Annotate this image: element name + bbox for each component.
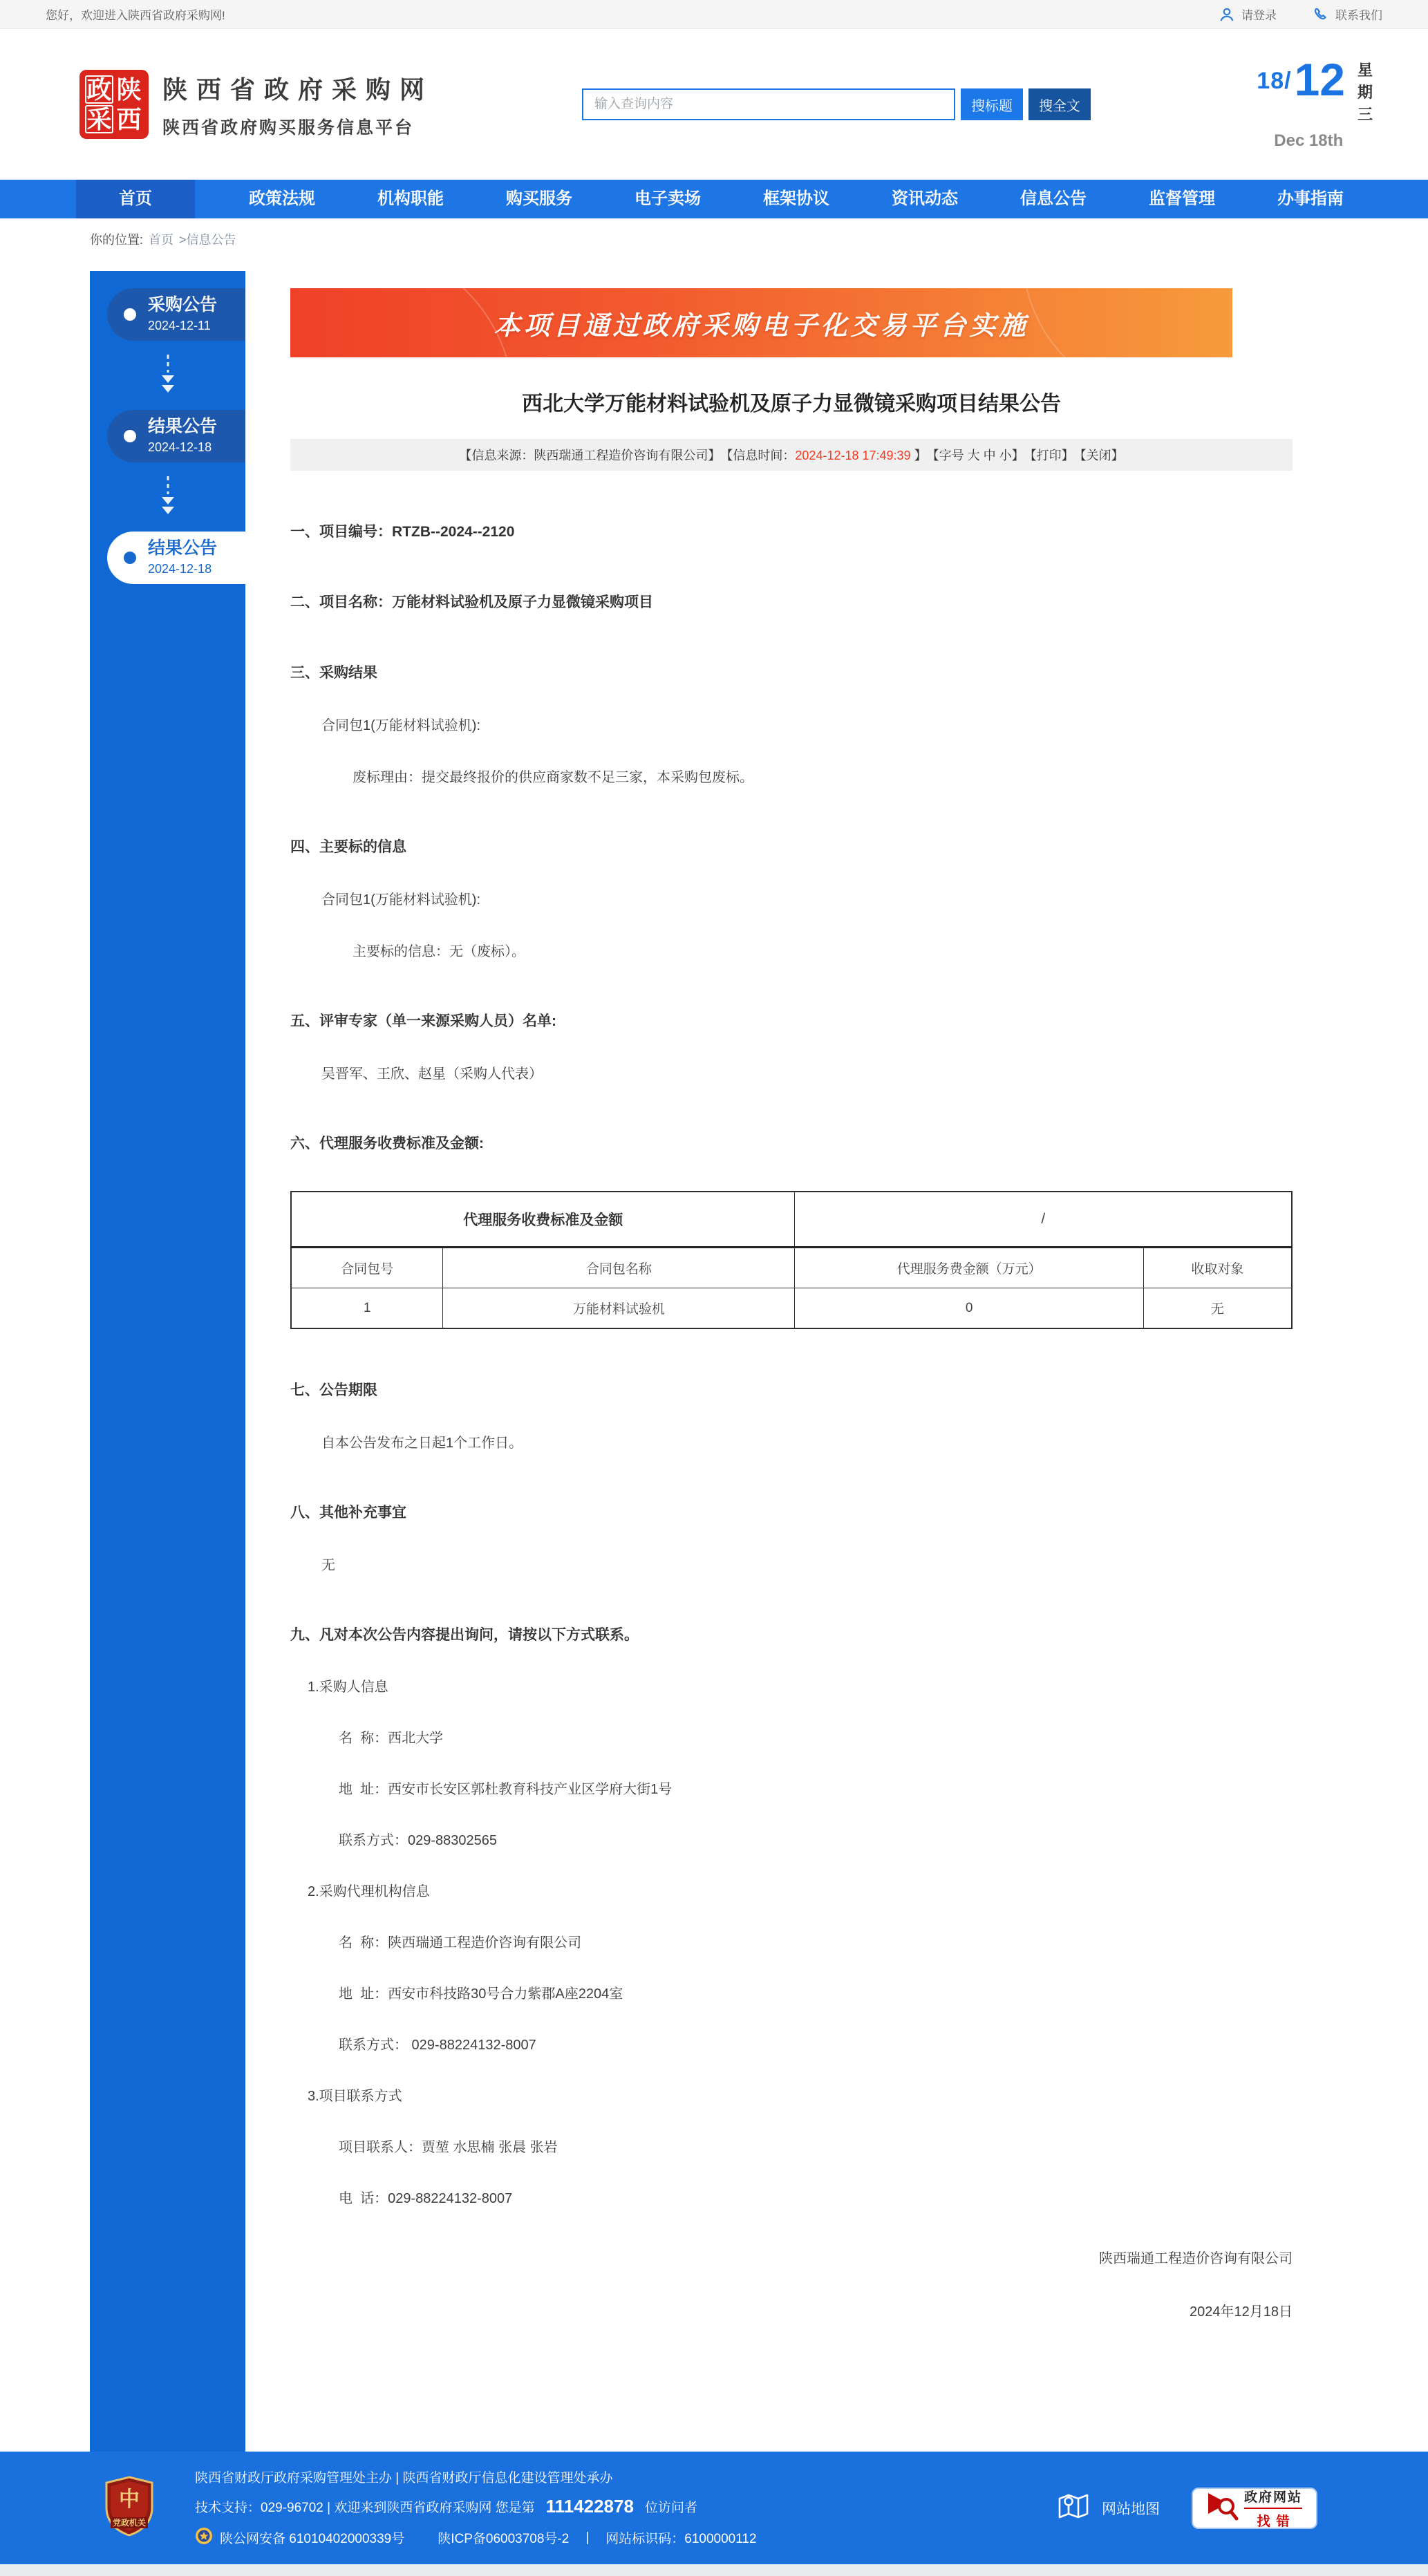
police-badge-icon (195, 2527, 213, 2549)
platform-banner-text: 本项目通过政府采购电子化交易平台实施 (494, 311, 1029, 341)
sitemap-link[interactable] (1058, 2492, 1160, 2525)
section-heading: 五、评审专家（单一来源采购人员）名单: (290, 1013, 556, 1029)
timeline-step-date: 2024-12-11 (148, 318, 211, 332)
print-button[interactable]: 【打印】 (1024, 449, 1074, 462)
meta-source: 【信息来源：陕西瑞通工程造价咨询有限公司】 (459, 449, 721, 462)
contact-group-title: 3.项目联系方式 (308, 2089, 402, 2104)
date-widget (1257, 54, 1375, 151)
section-heading: 四、主要标的信息 (290, 839, 406, 855)
timeline-step-date: 2024-12-18 (148, 561, 212, 576)
nav-item-functions[interactable]: 机构职能 (377, 189, 444, 208)
timeline-step-procurement-notice[interactable] (107, 288, 245, 341)
fee-table-merged-header: 代理服务收费标准及金额 (291, 1192, 795, 1248)
article-title: 西北大学万能材料试验机及原子力显微镜采购项目结果公告 (522, 393, 1061, 415)
section-line: 主要标的信息：无（废标）。 (353, 944, 525, 959)
beian-link[interactable]: 陕公网安备 61010402000339号 (220, 2532, 405, 2546)
fee-table-row (291, 1288, 1292, 1329)
nav-item-e-market[interactable]: 电子卖场 (635, 189, 701, 208)
contact-line: 名 称：陕西瑞通工程造价咨询有限公司 (339, 1935, 582, 1950)
section-line: 自本公告发布之日起1个工作日。 (321, 1436, 523, 1451)
timeline-dot (124, 552, 136, 564)
font-size-control[interactable]: 【字号 大 中 小】 (926, 449, 1024, 462)
site-titles (162, 70, 433, 139)
section-heading: 六、代理服务收费标准及金额: (290, 1136, 484, 1151)
nav-item-purchase-service[interactable]: 购买服务 (506, 189, 572, 208)
contact-line: 联系方式：029-88302565 (339, 1833, 498, 1848)
section-heading: 九、凡对本次公告内容提出询问，请按以下方式联系。 (290, 1627, 639, 1643)
site-header (0, 29, 1428, 180)
section-supplementary (290, 1501, 1293, 1574)
party-government-shield-icon (104, 2476, 155, 2540)
breadcrumb (0, 218, 1428, 260)
meta-time-value: 2024-12-18 17:49:39 (795, 449, 911, 462)
section-heading: 三、采购结果 (290, 665, 377, 681)
logo-char: 西 (116, 104, 142, 133)
login-label: 请登录 (1241, 9, 1277, 22)
shield-label: 党政机关 (112, 2518, 147, 2528)
timeline-step-result-notice-1[interactable] (107, 410, 245, 462)
topbar-right (1219, 6, 1382, 23)
icp-link[interactable]: 陕ICP备06003708号-2 (438, 2532, 570, 2546)
meta-time: 【信息时间：2024-12-18 17:49:39 】 (720, 449, 927, 462)
article-meta-bar (290, 439, 1293, 471)
contact-line: 地 址：西安市长安区郭杜教育科技产业区学府大街1号 (339, 1782, 673, 1797)
main-layout (90, 271, 1293, 2452)
timeline-step-title: 采购公告 (148, 295, 218, 315)
section-project-name (290, 591, 1293, 612)
section-procurement-result (290, 661, 1293, 786)
date-weekday: 星期三 (1357, 62, 1373, 123)
logo-char: 政 (85, 75, 113, 104)
fee-col-package-no: 合同包号 (291, 1248, 443, 1288)
footer-right-block (1058, 2488, 1317, 2529)
timeline-dot (124, 308, 136, 321)
timeline-sidebar (90, 271, 245, 2452)
breadcrumb-current: >信息公告 (179, 233, 236, 247)
contact-line: 地 址：西安市科技路30号合力紫郡A座2204室 (339, 1986, 623, 2002)
gov-site-error-report-badge[interactable] (1192, 2488, 1317, 2529)
fee-col-package-name: 合同包名称 (443, 1248, 795, 1288)
timeline-step-date: 2024-12-18 (148, 440, 212, 454)
section-heading: 八、其他补充事宜 (290, 1505, 406, 1521)
logo-char: 陕 (116, 75, 142, 104)
section-heading: 一、项目编号：RTZB--2024--2120 (290, 524, 515, 540)
timeline-arrow-icon (90, 462, 245, 532)
platform-banner (290, 288, 1232, 357)
fee-cell-charged-party: 无 (1143, 1288, 1292, 1329)
site-code: 网站标识码：6100000112 (605, 2532, 757, 2546)
timeline-arrow-icon (90, 341, 245, 410)
site-footer (0, 2452, 1428, 2564)
footer-organizer-line: 陕西省财政厅政府采购管理处主办 | 陕西省财政厅信息化建设管理处承办 (195, 2470, 613, 2485)
user-icon (1219, 6, 1235, 23)
contact-label: 联系我们 (1335, 9, 1382, 22)
date-day: 18/ (1257, 68, 1292, 95)
fee-table-merged-value: / (795, 1192, 1292, 1248)
contact-group-title: 2.采购代理机构信息 (308, 1884, 430, 1899)
timeline-step-result-notice-2[interactable] (107, 532, 245, 584)
nav-item-news[interactable]: 资讯动态 (892, 189, 958, 208)
bottom-strip (0, 2564, 1428, 2576)
section-heading: 七、公告期限 (290, 1382, 377, 1398)
close-button[interactable]: 【关闭】 (1073, 449, 1124, 462)
nav-item-guide[interactable]: 办事指南 (1277, 189, 1344, 208)
agency-fee-table (290, 1191, 1293, 1329)
sitemap-icon (1058, 2492, 1089, 2525)
nav-item-home[interactable]: 首页 (76, 180, 195, 218)
main-nav (0, 180, 1428, 218)
section-line: 吴晋军、王欣、赵星（采购人代表） (321, 1066, 543, 1082)
contact-line: 联系方式： 029-88224132-8007 (339, 2038, 536, 2053)
contact-group-title: 1.采购人信息 (308, 1680, 388, 1695)
sitemap-label: 网站地图 (1102, 2501, 1160, 2517)
search-input[interactable] (582, 88, 955, 120)
login-link[interactable] (1219, 6, 1277, 23)
nav-item-supervision[interactable]: 监督管理 (1149, 189, 1215, 208)
timeline-step-title: 结果公告 (148, 417, 218, 437)
search-title-button[interactable]: 搜标题 (961, 88, 1023, 120)
welcome-text: 您好，欢迎进入陕西省政府采购网! (46, 9, 225, 22)
breadcrumb-prefix: 你的位置: (90, 233, 144, 247)
contact-link[interactable] (1313, 6, 1382, 23)
site-title: 陕西省政府采购网 (162, 75, 434, 104)
section-line: 无 (321, 1558, 335, 1573)
fee-col-charged-party: 收取对象 (1143, 1248, 1292, 1288)
footer-support-line: 技术支持：029-96702 | 欢迎来到陕西省政府采购网 您是第 111422878 位访问者 (195, 2495, 697, 2517)
badge-divider (1244, 2508, 1302, 2509)
search-group (582, 88, 1091, 120)
timeline-step-title: 结果公告 (148, 538, 218, 558)
svg-text:中: 中 (119, 2488, 140, 2511)
article-content (245, 271, 1293, 2452)
date-month: 12 (1294, 54, 1345, 106)
footer-registration-line: 陕公网安备 61010402000339号 陕ICP备06003708号-2 | 网站标识码：6100000112 (195, 2527, 757, 2549)
signoff-date: 2024年12月18日 (1190, 2304, 1293, 2320)
fee-cell-package-name: 万能材料试验机 (443, 1288, 795, 1329)
logo-char: 采 (85, 105, 113, 133)
breadcrumb-home-link[interactable]: 首页 (149, 233, 174, 247)
section-project-number (290, 520, 1293, 541)
nav-item-policies[interactable]: 政策法规 (249, 189, 315, 208)
section-notice-period (290, 1379, 1293, 1451)
topbar (0, 0, 1428, 29)
section-line: 废标理由：提交最终报价的供应商家数不足三家，本采购包废标。 (353, 770, 753, 785)
site-subtitle: 陕西省政府购买服务信息平台 (162, 117, 415, 138)
visitor-count: 111422878 (545, 2495, 634, 2517)
error-report-flag-icon (1207, 2490, 1239, 2526)
nav-item-announcements[interactable]: 信息公告 (1020, 189, 1087, 208)
site-logo[interactable] (79, 70, 149, 139)
section-line: 合同包1(万能材料试验机): (321, 892, 480, 908)
section-experts (290, 1010, 1293, 1082)
section-agency-fee (290, 1132, 1293, 1329)
nav-item-framework[interactable]: 框架协议 (763, 189, 829, 208)
contact-line: 电 话：029-88224132-8007 (339, 2191, 513, 2206)
section-heading: 二、项目名称：万能材料试验机及原子力显微镜采购项目 (290, 594, 653, 610)
timeline-dot (124, 430, 136, 442)
signoff-company: 陕西瑞通工程造价咨询有限公司 (1099, 2251, 1293, 2266)
section-contacts (290, 1624, 1293, 2207)
fee-cell-package-no: 1 (291, 1288, 443, 1329)
section-subject-info (290, 836, 1293, 960)
section-line: 合同包1(万能材料试验机): (321, 718, 480, 733)
fee-col-fee-amount: 代理服务费金额（万元） (795, 1248, 1143, 1288)
footer-text-block (195, 2467, 757, 2549)
phone-icon (1313, 6, 1329, 23)
badge-gov-site-label: 政府网站 (1243, 2490, 1302, 2505)
date-english: Dec 18th (1274, 131, 1344, 150)
contact-line: 名 称：西北大学 (339, 1731, 444, 1746)
contact-line: 项目联系人：贾堃 水思楠 张晨 张岩 (339, 2140, 558, 2155)
fee-cell-fee-amount: 0 (795, 1288, 1143, 1329)
search-fulltext-button[interactable]: 搜全文 (1028, 88, 1091, 120)
badge-find-error-label: 找错 (1257, 2514, 1296, 2529)
